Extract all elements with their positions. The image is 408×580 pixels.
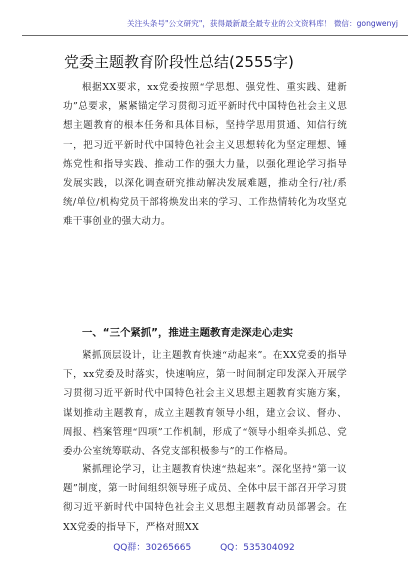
footer-contact [0,541,408,555]
page-title: 党委主题教育阶段性总结(2555字) [64,53,294,71]
qq-number: QQ：535304092 [220,543,295,553]
header-note: 关注头条号"公文研究"，获得最新最全最专业的公文资料库！ 微信：gongwenyj [22,12,408,36]
section-heading: 一、“三个紧抓”，推进主题教育走深走心走实 [82,327,294,339]
paragraph-theory-study: 紧抓理论学习，让主题教育快速“热起来”。深化坚持“第一议题”制度，第一时间组织领导班子成员、全体中层干部召开学习贯彻习近平新时代中国特色社会主义思想主题教育动员部署会。在XX党委的指导下，严格对照XX [63,464,347,533]
paragraph-top-level-design: 紧抓顶层设计，让主题教育快速“动起来”。在XX党委的指导下，xx党委及时落实，快速响应，第一时间制定印发深入开展学习贯彻习近平新时代中国特色社会主义思想主题教育实施方案，谋划推动主题教育，成立主题教育领导小组，建立会议、督办、周报、档案管理“四项”工作机制，形成了“领导小组牵头抓总、党委办公室统筹联动、各党支部积极参与”的工作格局。 [63,350,347,458]
paragraph-intro: 根据XX要求，xx党委按照“学思想、强党性、重实践、建新功”总要求，紧紧锚定学习贯彻习近平新时代中国特色社会主义思想主题教育的根本任务和具体目标，坚持学思用贯通、知信行统一，把习近平新时代中国特色社会主义思想转化为坚定理想、锤炼党性和指导实践、推动工作的强大力量，以强化理论学习指导发展实践，以深化调查研究推动解决发展难题，推动全行/社/系统/单位/机构党员干部将焕发出来的学习、工作热情转化为攻坚克难干事创业的强大动力。 [63,82,347,228]
qq-group-number: QQ群：30265665 [113,543,192,553]
